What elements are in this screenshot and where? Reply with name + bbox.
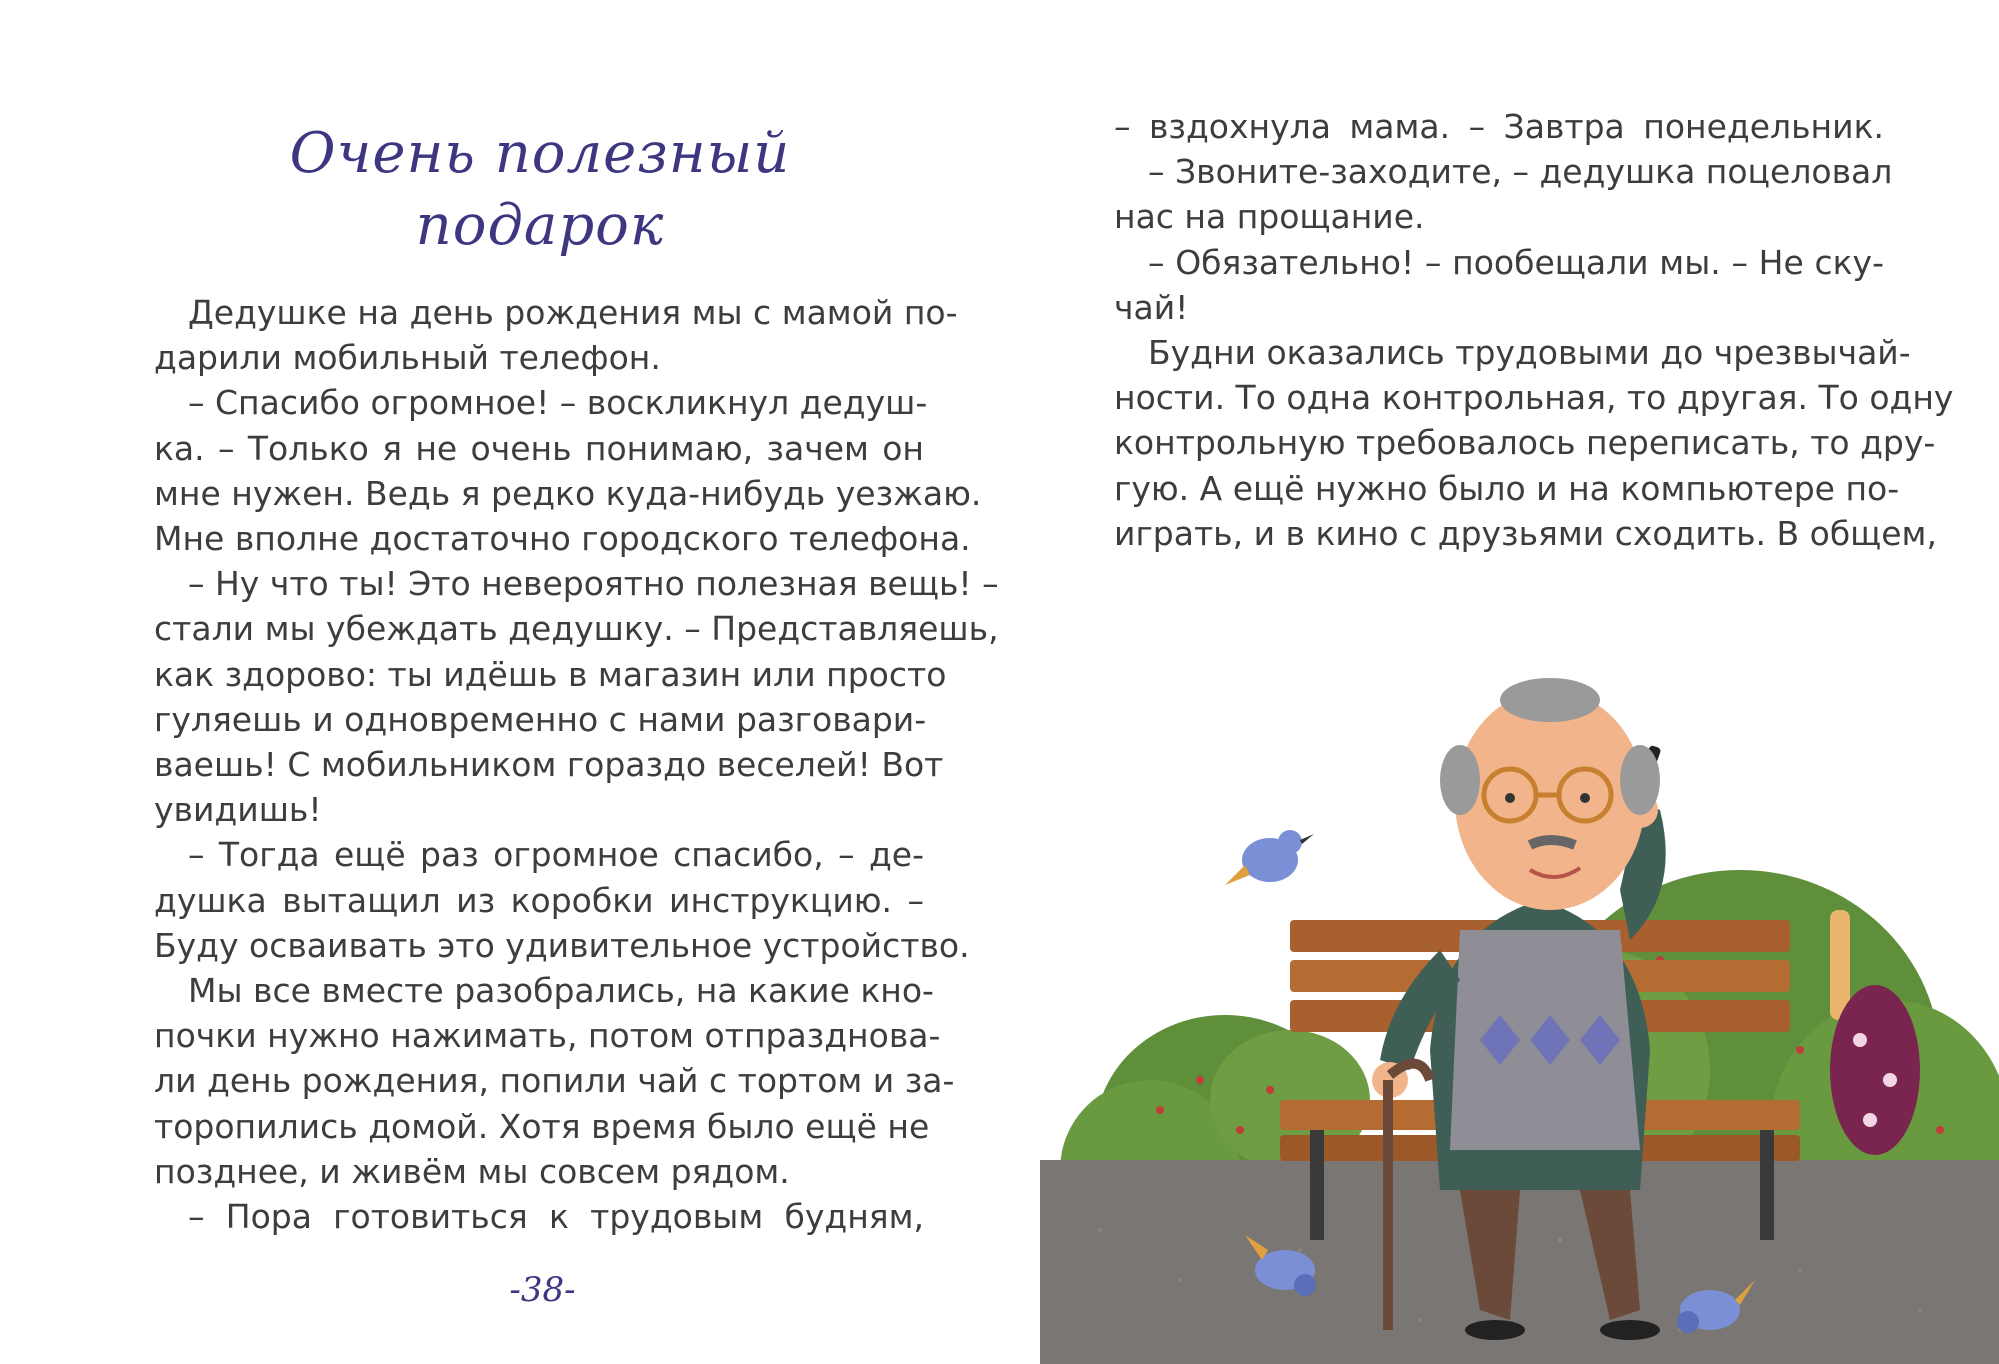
bird-on-bench xyxy=(1225,830,1314,885)
text-line: нас на прощание. xyxy=(1114,197,1425,237)
text-line: мне нужен. Ведь я редко куда-нибудь уезжаю. xyxy=(154,473,982,513)
text-line: ка. – Только я не очень понимаю, зачем он xyxy=(154,428,924,468)
text-line: – Ну что ты! Это невероятно полезная вещь! – xyxy=(188,564,999,604)
text-line: почки нужно нажимать, потом отпразднова- xyxy=(154,1016,941,1056)
text-line: контрольную требовалось переписать, то дру- xyxy=(1114,423,1936,463)
text-line: стали мы убеждать дедушку. – Представляешь, xyxy=(154,609,999,649)
text-line: торопились домой. Хотя время было ещё не xyxy=(154,1106,930,1146)
text-line: чай! xyxy=(1114,287,1189,327)
story-title-line-1: Очень полезный xyxy=(289,121,791,186)
story-title xyxy=(150,118,930,262)
text-line: Мне вполне достаточно городского телефона. xyxy=(154,519,971,559)
text-line: – Пора готовиться к трудовым будням, xyxy=(188,1197,924,1237)
left-page-text xyxy=(154,290,999,1239)
text-line: Дедушке на день рождения мы с мамой по- xyxy=(188,293,958,332)
text-line: дарили мобильный телефон. xyxy=(154,338,661,378)
grandpa-bench-illustration xyxy=(1040,630,1999,1364)
text-line: – Спасибо огромное! – воскликнул дедуш- xyxy=(188,383,928,423)
text-line: – Обязательно! – пообещали мы. – Не ску- xyxy=(1148,242,1884,282)
text-line: как здорово: ты идёшь в магазин или просто xyxy=(154,654,947,694)
text-line: ности. То одна контрольная, то другая. То одну xyxy=(1114,378,1954,418)
text-line: ваешь! С мобильником гораздо веселей! Вот xyxy=(154,745,944,785)
text-line: – Тогда ещё раз огромное спасибо, – де- xyxy=(188,835,924,875)
text-line: Мы все вместе разобрались, на какие кно- xyxy=(188,971,934,1011)
text-line: играть, и в кино с друзьями сходить. В общем, xyxy=(1114,513,1937,553)
text-line: Будни оказались трудовыми до чрезвычай- xyxy=(1148,333,1911,373)
text-line: – Звоните-заходите, – дедушка поцеловал xyxy=(1148,152,1893,192)
right-page-text xyxy=(1114,104,1954,556)
text-line: – вздохнула мама. – Завтра понедельник. xyxy=(1114,107,1884,146)
page-number: -38- xyxy=(509,1270,576,1310)
text-line: позднее, и живём мы совсем рядом. xyxy=(154,1151,790,1191)
text-line: гую. А ещё нужно было и на компьютере по- xyxy=(1114,468,1900,508)
text-line: гуляешь и одновременно с нами разговари- xyxy=(154,699,927,739)
text-line: увидишь! xyxy=(154,790,322,830)
text-line: душка вытащил из коробки инструкцию. – xyxy=(154,880,924,920)
text-line: ли день рождения, попили чай с тортом и за- xyxy=(154,1061,955,1101)
text-line: Буду осваивать это удивительное устройство. xyxy=(154,925,970,965)
story-title-line-2: подарок xyxy=(415,193,665,258)
right-page xyxy=(1000,0,1999,1364)
